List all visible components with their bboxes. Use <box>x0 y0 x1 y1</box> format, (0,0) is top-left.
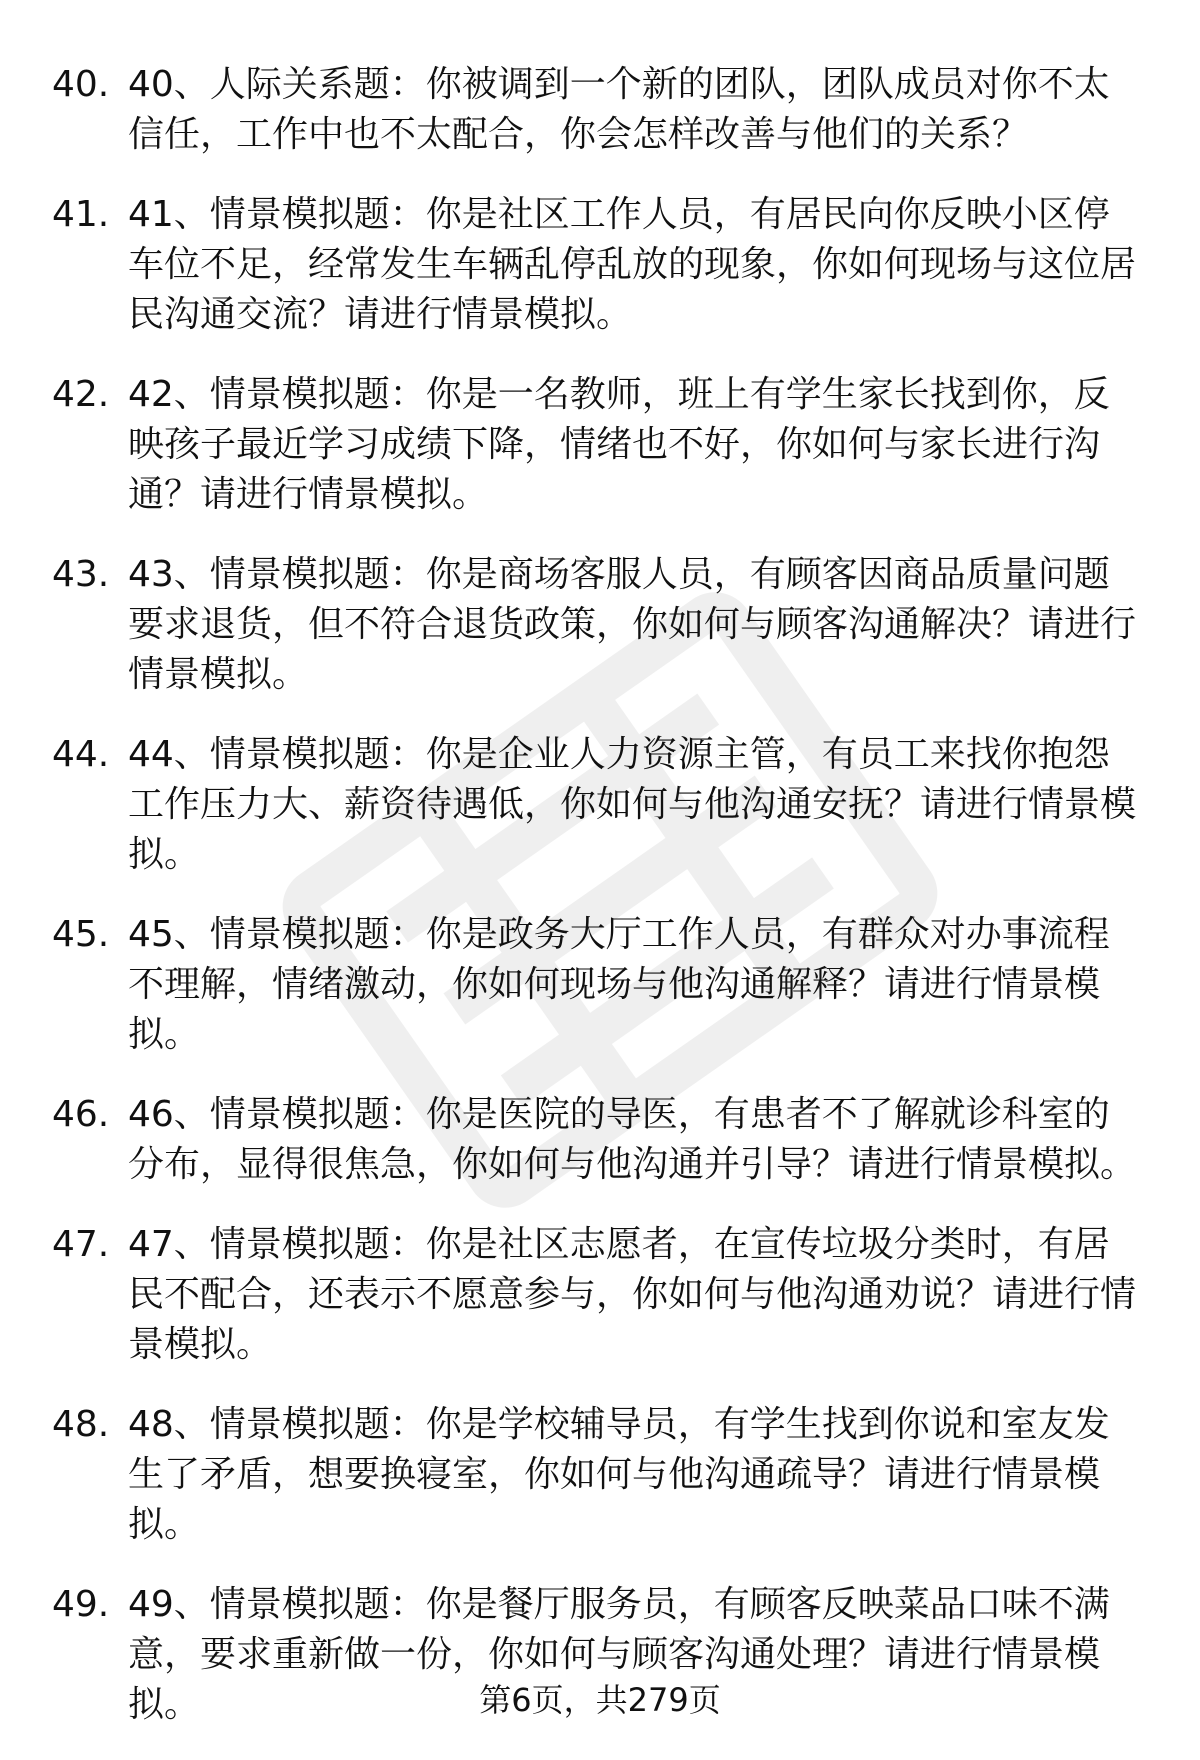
list-item <box>0 370 1200 520</box>
question-text: 40、人际关系题：你被调到一个新的团队，团队成员对你不太信任，工作中也不太配合，你会怎样改善与他们的关系？ <box>128 64 1110 155</box>
list-item <box>0 190 1200 340</box>
question-number: 41. <box>52 194 110 235</box>
question-number: 48. <box>52 1404 110 1445</box>
list-item <box>0 730 1200 880</box>
list-item <box>0 1090 1200 1190</box>
question-list <box>0 60 1200 1760</box>
question-text: 41、情景模拟题：你是社区工作人员，有居民向你反映小区停车位不足，经常发生车辆乱停乱放的现象，你如何现场与这位居民沟通交流？请进行情景模拟。 <box>128 194 1137 335</box>
question-number: 46. <box>52 1094 110 1135</box>
list-item <box>0 1400 1200 1550</box>
question-number: 49. <box>52 1584 110 1625</box>
page-footer: 第6页，共279页 <box>479 1681 721 1719</box>
question-text: 46、情景模拟题：你是医院的导医，有患者不了解就诊科室的分布，显得很焦急，你如何与他沟通并引导？请进行情景模拟。 <box>128 1094 1137 1185</box>
question-number: 42. <box>52 374 110 415</box>
question-text: 49、情景模拟题：你是餐厅服务员，有顾客反映菜品口味不满意，要求重新做一份，你如何与顾客沟通处理？请进行情景模拟。 <box>128 1584 1110 1725</box>
list-item <box>0 1220 1200 1370</box>
list-item <box>0 60 1200 160</box>
question-number: 40. <box>52 64 110 105</box>
question-text: 42、情景模拟题：你是一名教师，班上有学生家长找到你，反映孩子最近学习成绩下降，情绪也不好，你如何与家长进行沟通？请进行情景模拟。 <box>128 374 1110 515</box>
question-text: 44、情景模拟题：你是企业人力资源主管，有员工来找你抱怨工作压力大、薪资待遇低，你如何与他沟通安抚？请进行情景模拟。 <box>128 734 1137 875</box>
question-text: 45、情景模拟题：你是政务大厅工作人员，有群众对办事流程不理解，情绪激动，你如何现场与他沟通解释？请进行情景模拟。 <box>128 914 1110 1055</box>
list-item <box>0 910 1200 1060</box>
question-text: 48、情景模拟题：你是学校辅导员，有学生找到你说和室友发生了矛盾，想要换寝室，你如何与他沟通疏导？请进行情景模拟。 <box>128 1404 1110 1545</box>
question-text: 47、情景模拟题：你是社区志愿者，在宣传垃圾分类时，有居民不配合，还表示不愿意参与，你如何与他沟通劝说？请进行情景模拟。 <box>128 1224 1137 1365</box>
question-number: 45. <box>52 914 110 955</box>
question-number: 47. <box>52 1224 110 1265</box>
question-number: 43. <box>52 554 110 595</box>
question-text: 43、情景模拟题：你是商场客服人员，有顾客因商品质量问题要求退货，但不符合退货政策，你如何与顾客沟通解决？请进行情景模拟。 <box>128 554 1137 695</box>
list-item <box>0 550 1200 700</box>
question-number: 44. <box>52 734 110 775</box>
